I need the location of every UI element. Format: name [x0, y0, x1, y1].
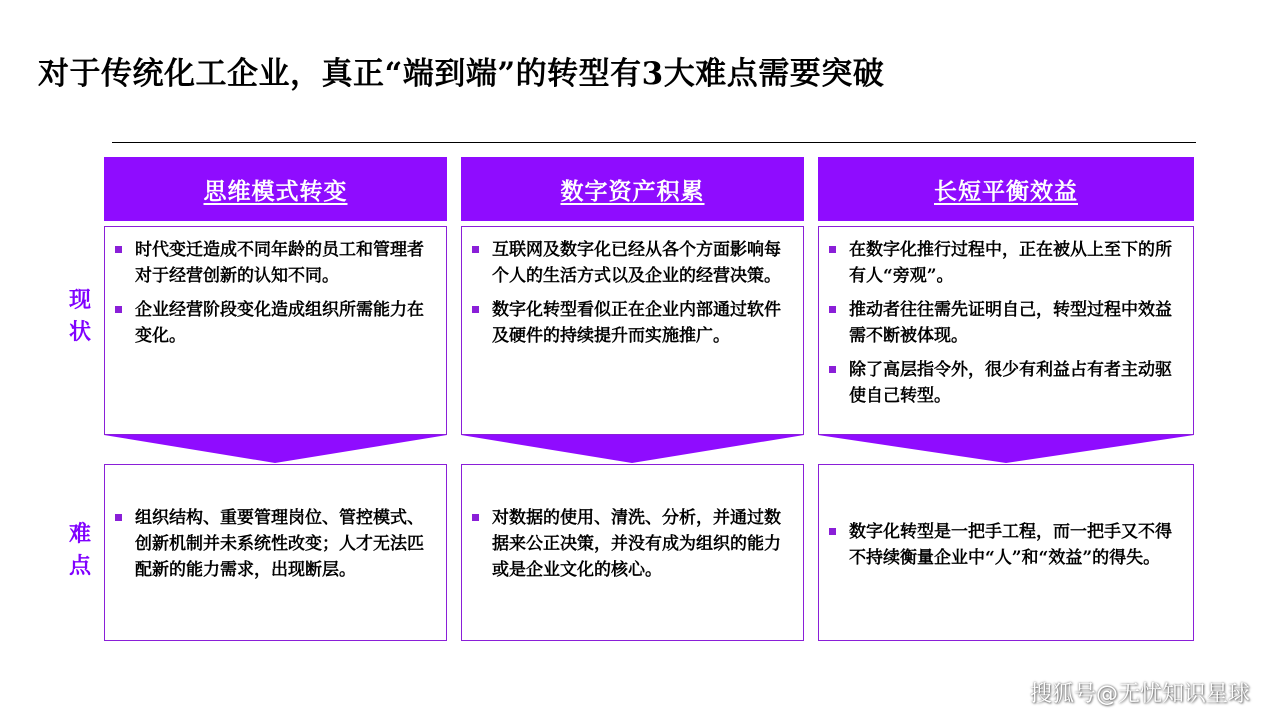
- bullet-icon: [829, 246, 836, 253]
- list-item: [462, 237, 791, 289]
- list-item-text: 时代变迁造成不同年龄的员工和管理者对于经营创新的认知不同。: [135, 240, 424, 286]
- row-label-difficulty-char-1: 难: [68, 521, 91, 547]
- bullet-icon: [829, 366, 836, 373]
- difficulty-list-digital-assets: [462, 505, 791, 583]
- bullet-icon: [829, 306, 836, 313]
- difficulty-list-balance: [819, 519, 1173, 571]
- current-list-digital-assets: [462, 237, 791, 349]
- list-item: [462, 297, 791, 349]
- list-item-text: 互联网及数字化已经从各个方面影响每个人的生活方式以及企业的经营决策。: [492, 240, 781, 286]
- bullet-icon: [115, 306, 122, 313]
- down-arrow-icon: [104, 435, 447, 463]
- difficulty-box-digital-assets: [461, 464, 804, 641]
- bullet-icon: [472, 246, 479, 253]
- row-label-current-char-1: 现: [68, 287, 91, 313]
- column-header-digital-assets-label: 数字资产积累: [560, 177, 705, 205]
- row-label-current-char-2: 状: [68, 319, 91, 345]
- bullet-icon: [115, 514, 122, 521]
- list-item: [819, 519, 1173, 571]
- bullet-icon: [115, 246, 122, 253]
- list-item-text: 在数字化推行过程中，正在被从上至下的所有人“旁观”。: [849, 240, 1172, 286]
- list-item-text: 数字化转型是一把手工程，而一把手又不得不持续衡量企业中“人”和“效益”的得失。: [849, 522, 1172, 568]
- list-item-text: 数字化转型看似正在企业内部通过软件及硬件的持续提升而实施推广。: [492, 300, 781, 346]
- column-header-mindset: [104, 157, 447, 221]
- bullet-icon: [472, 306, 479, 313]
- difficulty-list-mindset: [105, 505, 434, 583]
- list-item-text: 组织结构、重要管理岗位、管控模式、创新机制并未系统性改变；人才无法匹配新的能力需求，出现断层。: [135, 508, 424, 580]
- list-item-text: 企业经营阶段变化造成组织所需能力在变化。: [135, 300, 424, 346]
- watermark: 搜狐号@无忧知识星球: [1029, 682, 1250, 707]
- column-header-balance-label: 长短平衡效益: [934, 177, 1078, 205]
- list-item: [819, 237, 1173, 289]
- column-header-balance: [818, 157, 1194, 221]
- page-title: 对于传统化工企业，真正“端到端”的转型有3大难点需要突破: [38, 56, 885, 92]
- list-item-text: 除了高层指令外，很少有利益占有者主动驱使自己转型。: [849, 360, 1172, 406]
- row-label-current: [60, 284, 100, 348]
- current-list-balance: [819, 237, 1173, 409]
- list-item: [105, 237, 434, 289]
- down-arrow-icon: [461, 435, 804, 463]
- list-item: [819, 357, 1173, 409]
- bullet-icon: [472, 514, 479, 521]
- difficulty-box-mindset: [104, 464, 447, 641]
- list-item: [819, 297, 1173, 349]
- list-item: [462, 505, 791, 583]
- current-box-digital-assets: [461, 226, 804, 435]
- down-arrow-icon: [818, 435, 1194, 463]
- current-box-mindset: [104, 226, 447, 435]
- title-divider: [112, 142, 1196, 143]
- current-box-balance: [818, 226, 1194, 435]
- list-item-text: 推动者往往需先证明自己，转型过程中效益需不断被体现。: [849, 300, 1172, 346]
- row-label-difficulty: [60, 518, 100, 582]
- current-list-mindset: [105, 237, 434, 349]
- list-item-text: 对数据的使用、清洗、分析，并通过数据来公正决策，并没有成为组织的能力或是企业文化的核心。: [492, 508, 781, 580]
- list-item: [105, 297, 434, 349]
- row-label-difficulty-char-2: 点: [68, 553, 91, 579]
- column-header-digital-assets: [461, 157, 804, 221]
- list-item: [105, 505, 434, 583]
- bullet-icon: [829, 528, 836, 535]
- column-header-mindset-label: 思维模式转变: [203, 177, 348, 205]
- difficulty-box-balance: [818, 464, 1194, 641]
